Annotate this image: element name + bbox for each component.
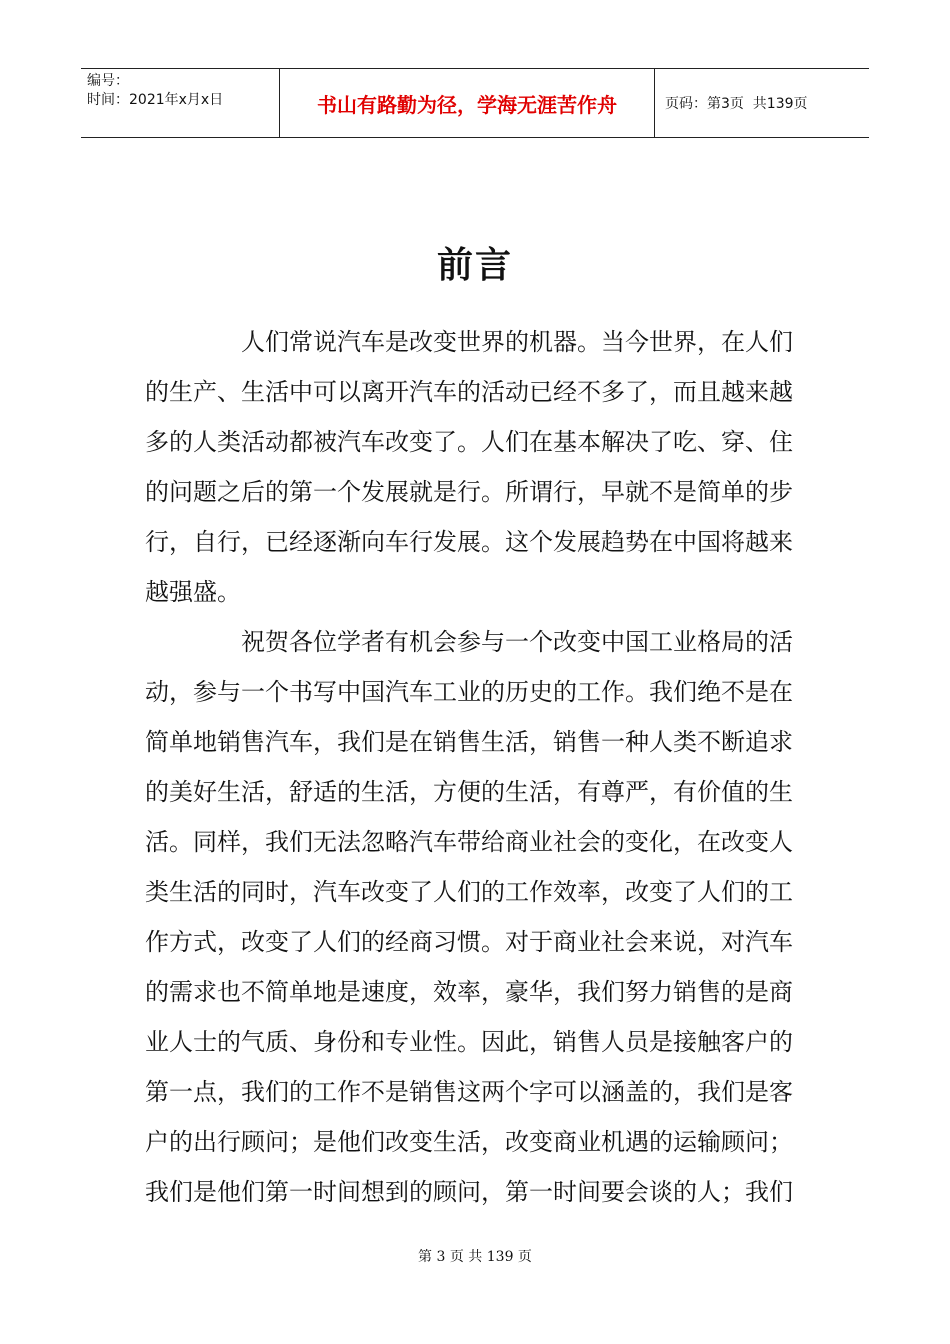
page-footer: 第 3 页 共 139 页 [418, 1249, 532, 1265]
paragraph: 祝贺各位学者有机会参与一个改变中国工业格局的活动，参与一个书写中国汽车工业的历史的工作。我们绝不是在简单地销售汽车，我们是在销售生活，销售一种人类不断追求的美好生活，舒适的生活，方便的生活，有尊严，有价值的生活。同样，我们无法忽略汽车带给商业社会的变化，在改变人类生活的同时，汽车改变了人们的工作效率，改变了人们的工作方式，改变了人们的经商习惯。对于商业社会来说，对汽车的需求也不简单地是速度，效率，豪华，我们努力销售的是商业人士的气质、身份和专业性。因此，销售人员是接触客户的第一点，我们的工作不是销售这两个字可以涵盖的，我们是客户的出行顾问；是他们改变生活，改变商业机遇的运输顾问；我们是他们第一时间想到的顾问，第一时间要会谈的人；我们 [145, 628, 793, 1206]
header-motto-cell [280, 69, 655, 137]
page-label: 页码：第3页 共139页 [665, 96, 808, 112]
paragraph: 人们常说汽车是改变世界的机器。当今世界，在人们的生产、生活中可以离开汽车的活动已经不多了，而且越来越多的人类活动都被汽车改变了。人们在基本解决了吃、穿、住的问题之后的第一个发展就是行。所谓行，早就不是简单的步行，自行，已经逐渐向车行发展。这个发展趋势在中国将越来越强盛。 [145, 328, 793, 606]
number-label: 编号： [87, 73, 129, 89]
page-title: 前言 [436, 244, 513, 286]
motto-text: 书山有路勤为径，学海无涯苦作舟 [317, 92, 617, 117]
header-meta-cell [81, 69, 280, 137]
time-label: 时间：2021年x月x日 [87, 92, 224, 108]
body-text [145, 317, 795, 1217]
header-page-cell [655, 69, 869, 137]
document-header [81, 68, 869, 138]
